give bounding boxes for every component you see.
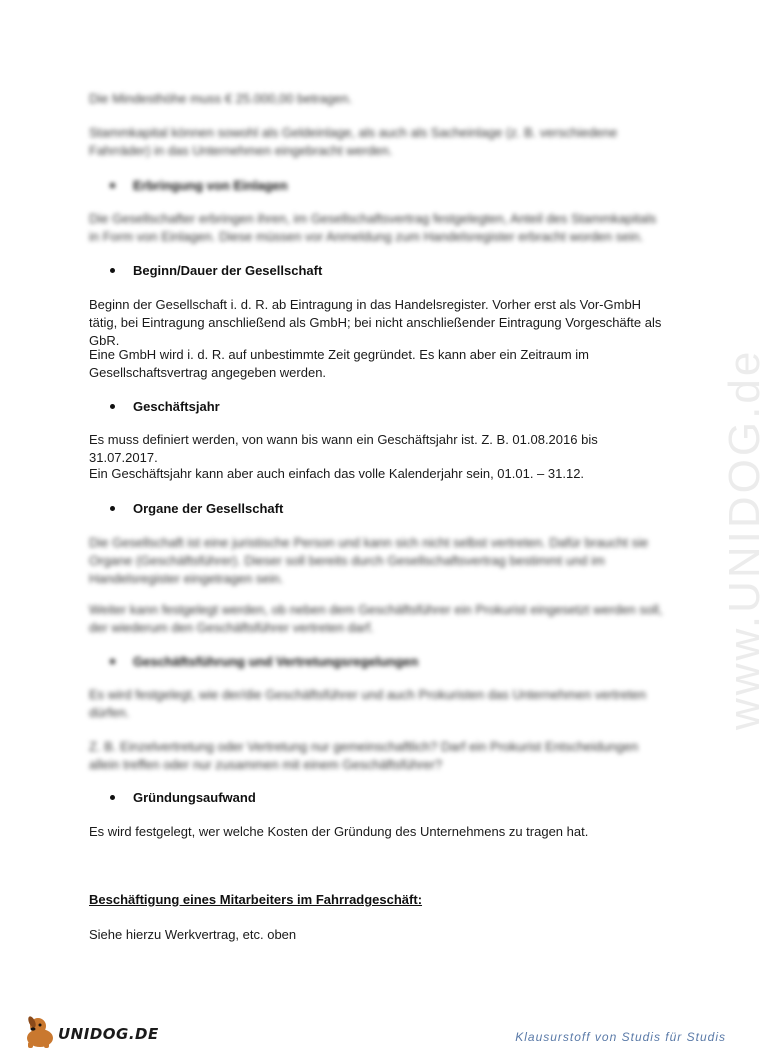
section-heading-beschaeftigung: Beschäftigung eines Mitarbeiters im Fahrradgeschäft: xyxy=(89,892,423,907)
paragraph-geschaeftsjahr-2: Ein Geschäftsjahr kann aber auch einfach das volle Kalenderjahr sein, 01.01. – 31.12. xyxy=(89,466,585,481)
bullet-label: Geschäftsjahr xyxy=(133,399,220,414)
watermark: www.UNIDOG.de xyxy=(720,348,769,730)
bullet-dot xyxy=(110,183,115,188)
paragraph-mindesthoehe: Die Mindesthöhe muss € 25.000,00 betragen. xyxy=(89,91,353,106)
bullet-dot xyxy=(110,506,115,511)
paragraph-stammkapital: Stammkapital können sowohl als Geldeinlage, als auch als Sacheinlage (z. B. verschiedene Fahrräder) in das Unternehmen eingebracht werden. xyxy=(89,125,618,158)
paragraph-geschaeftsfuehrung-2: Z. B. Einzelvertretung oder Vertretung nur gemeinschaftlich? Darf ein Prokurist Entscheidungen allein treffen oder nur zusammen mit einem Geschäftsführer? xyxy=(89,739,639,772)
footer-slogan: Klausurstoff von Studis für Studis xyxy=(515,1030,726,1044)
paragraph-gruendungsaufwand: Es wird festgelegt, wer welche Kosten der Gründung des Unternehmens zu tragen hat. xyxy=(89,824,589,839)
paragraph-beginn-1: Beginn der Gesellschaft i. d. R. ab Eintragung in das Handelsregister. Vorher erst als Vor-GmbH tätig, bei Eintragung anschließend als GmbH; bei nicht anschließender Eintragung Vorgeschäfte als GbR. xyxy=(89,297,662,348)
logo-text: UNIDOG.DE xyxy=(58,1025,159,1043)
bullet-label: Geschäftsführung und Vertretungsregelungen xyxy=(133,654,419,669)
paragraph-geschaeftsfuehrung-1: Es wird festgelegt, wie der/die Geschäftsführer und auch Prokuristen das Unternehmen vertreten dürfen. xyxy=(89,687,647,720)
bullet-label: Erbringung von Einlagen xyxy=(133,178,288,193)
paragraph-siehe: Siehe hierzu Werkvertrag, etc. oben xyxy=(89,927,297,942)
paragraph-erbringung: Die Gesellschafter erbringen ihren, im Gesellschaftsvertrag festgelegten, Anteil des Stammkapitals in Form von Einlagen. Diese müssen vor Anmeldung zum Handelsregister erbracht worden sein. xyxy=(89,211,657,244)
bullet-label: Beginn/Dauer der Gesellschaft xyxy=(133,263,323,278)
bullet-geschaeftsfuehrung xyxy=(110,653,418,671)
bullet-label: Gründungsaufwand xyxy=(133,790,256,805)
paragraph-organe-1: Die Gesellschaft ist eine juristische Person und kann sich nicht selbst vertreten. Dafür braucht sie Organe (Geschäftsführer). Dieser soll bereits durch Gesellschaftsvertrag bestimmt und im Handelsregister eingetragen sein. xyxy=(89,535,649,586)
bullet-organe xyxy=(110,500,283,518)
bullet-dot xyxy=(110,795,115,800)
paragraph-organe-2: Weiter kann festgelegt werden, ob neben dem Geschäftsführer ein Prokurist eingesetzt werden soll, der wiederum den Geschäftsführer vertreten darf. xyxy=(89,602,663,635)
bullet-geschaeftsjahr xyxy=(110,398,220,416)
bullet-beginn xyxy=(110,262,322,280)
bullet-dot xyxy=(110,659,115,664)
bullet-label: Organe der Gesellschaft xyxy=(133,501,284,516)
bullet-erbringung xyxy=(110,177,288,195)
bullet-dot xyxy=(110,404,115,409)
bullet-gruendungsaufwand xyxy=(110,789,256,807)
paragraph-geschaeftsjahr-1: Es muss definiert werden, von wann bis wann ein Geschäftsjahr ist. Z. B. 01.08.2016 bis 31.07.2017. xyxy=(89,432,598,465)
bullet-dot xyxy=(110,268,115,273)
paragraph-beginn-2: Eine GmbH wird i. d. R. auf unbestimmte Zeit gegründet. Es kann aber ein Zeitraum im Gesellschaftsvertrag angegeben werden. xyxy=(89,347,589,380)
